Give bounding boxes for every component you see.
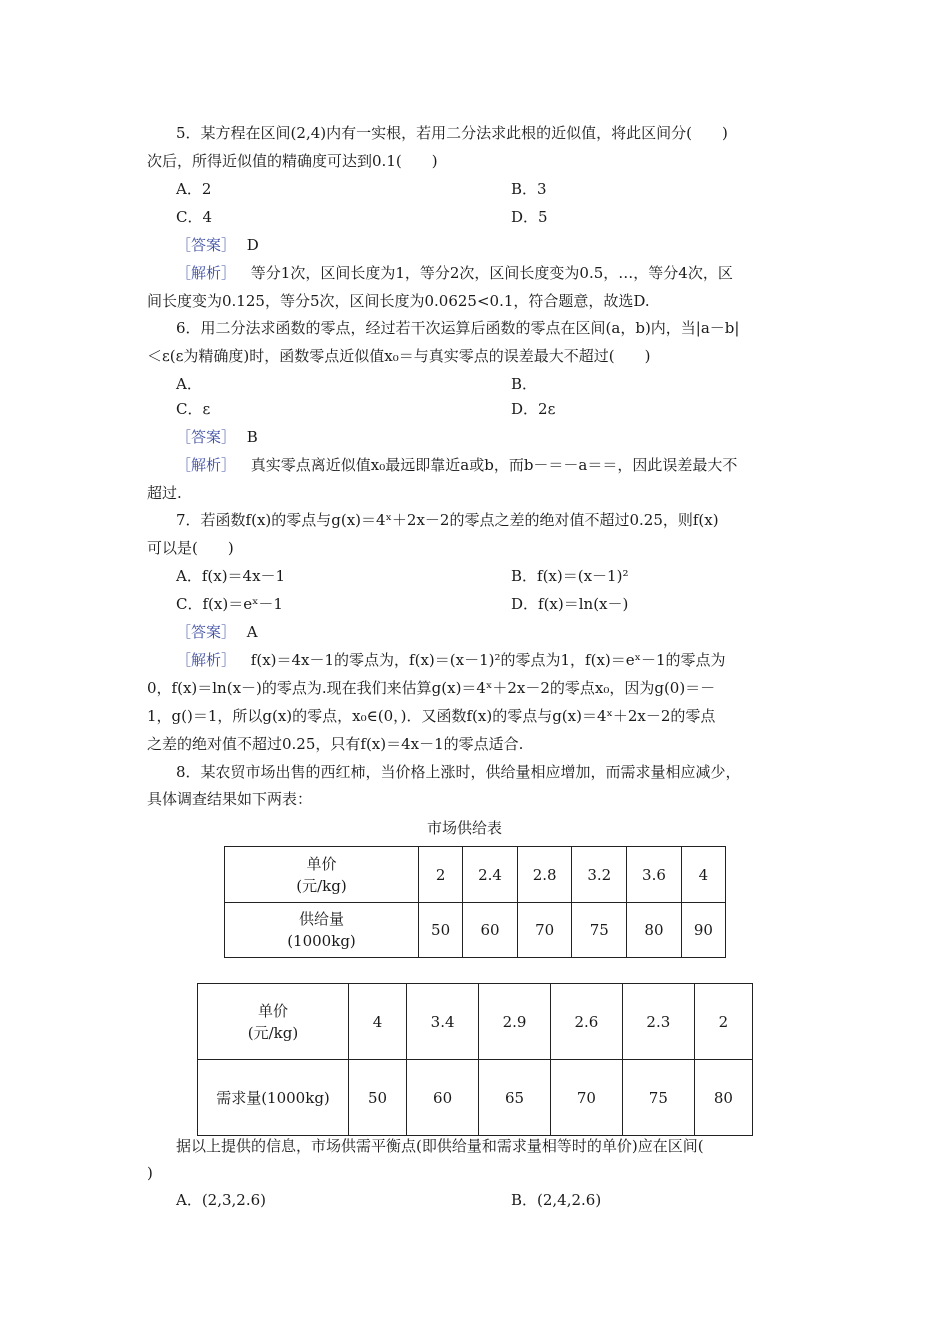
header-line: (元/kg) [296,876,347,895]
answer-label: ［答案］ [176,236,237,254]
header-line: 单价 [306,854,337,873]
header-line: (1000kg) [287,932,356,950]
table-row [198,1060,753,1136]
q5-line2: 次后，所得近似值的精确度可达到0.1( ) [147,152,438,170]
table-cell: 90 [681,903,725,958]
q8-line3: 据以上提供的信息，市场供需平衡点(即供给量和需求量相等时的单价)应在区间( [176,1137,704,1155]
q8-line4: ) [147,1164,153,1182]
q6-answer [176,427,258,447]
q6-explanation-line2: 超过. [147,484,182,502]
table-header-cell [225,847,419,903]
table-cell: 3.2 [572,847,627,903]
q6-line1: 6．用二分法求函数的零点，经过若干次运算后函数的零点在区间(a，b)内，当|a－b| [176,319,740,337]
q7-answer [176,622,258,642]
q7-option-c: C．f(x)＝eˣ－1 [176,595,283,613]
answer-label: ［答案］ [176,428,237,446]
q6-option-b: B． [511,375,538,393]
table-cell: 2.4 [463,847,518,903]
header-line: (元/kg) [247,1023,299,1042]
table-cell: 65 [479,1060,551,1136]
table-cell: 2 [419,847,463,903]
explanation-text: 等分1次，区间长度为1，等分2次，区间长度变为0.5，…，等分4次，区 [250,264,733,282]
table-cell: 75 [622,1060,694,1136]
q5-option-b: B．3 [511,180,547,198]
q5-option-d: D．5 [511,208,548,226]
q7-option-d: D．f(x)＝ln(x－) [511,595,629,613]
answer-value: D [246,236,259,254]
q6-option-a: A． [176,375,202,393]
table-cell: 2 [694,984,752,1060]
table-cell: 50 [349,1060,407,1136]
table-cell: 2.6 [550,984,622,1060]
table-cell: 4 [681,847,725,903]
q7-line1: 7．若函数f(x)的零点与g(x)＝4ˣ＋2x－2的零点之差的绝对值不超过0.25，则f(x) [176,511,719,529]
q5-option-a: A．2 [176,180,212,198]
table-cell: 60 [407,1060,479,1136]
table-cell: 70 [517,903,572,958]
table-cell: 60 [463,903,518,958]
table-cell: 75 [572,903,627,958]
table-header-cell: 需求量(1000kg) [198,1060,349,1136]
q7-option-a: A．f(x)＝4x－1 [176,567,286,585]
q8-option-a: A．(2,3,2.6) [176,1191,267,1209]
table-header-cell [225,903,419,958]
q6-option-d: D．2ε [511,400,556,418]
answer-value: A [246,623,258,641]
table-cell: 2.3 [622,984,694,1060]
q7-explanation-line4: 之差的绝对值不超过0.25，只有f(x)＝4x－1的零点适合. [147,735,524,753]
table-cell: 80 [694,1060,752,1136]
q6-line2: ＜ε(ε为精确度)时，函数零点近似值x₀＝与真实零点的误差最大不超过( ) [147,347,651,365]
table-cell: 2.9 [479,984,551,1060]
demand-table [197,983,753,1136]
q8-option-b: B．(2,4,2.6) [511,1191,602,1209]
q7-explanation-line1 [176,650,726,670]
table1-title: 市场供给表 [427,819,503,837]
explanation-text: f(x)＝4x－1的零点为，f(x)＝(x－1)²的零点为1，f(x)＝eˣ－1的零点为 [250,651,726,669]
table-cell: 4 [349,984,407,1060]
table-cell: 70 [550,1060,622,1136]
explanation-label: ［解析］ [176,264,237,282]
header-line: 单价 [257,1001,288,1020]
answer-label: ［答案］ [176,623,237,641]
table-cell: 3.6 [627,847,682,903]
q8-line2: 具体调查结果如下两表： [147,790,313,808]
q5-explanation-line2: 间长度变为0.125，等分5次，区间长度为0.0625<0.1，符合题意，故选D. [147,292,650,310]
q5-answer [176,235,259,255]
q5-option-c: C．4 [176,208,213,226]
explanation-label: ［解析］ [176,456,237,474]
header-line: 供给量 [298,910,344,928]
table-header-cell [198,984,349,1060]
q6-option-c: C．ε [176,400,211,418]
table-cell: 80 [627,903,682,958]
table-row [225,847,726,903]
table-cell: 2.8 [517,847,572,903]
table-cell: 50 [419,903,463,958]
q7-explanation-line2: 0，f(x)＝ln(x－)的零点为.现在我们来估算g(x)＝4ˣ＋2x－2的零点x₀，因为g(0)＝－ [147,679,716,697]
q7-line2: 可以是( ) [147,539,234,557]
q7-option-b: B．f(x)＝(x－1)² [511,567,629,585]
q7-explanation-line3: 1，g()＝1，所以g(x)的零点，x₀∈(0，)．又函数f(x)的零点与g(x)＝4ˣ＋2x－2的零点 [147,707,716,725]
answer-value: B [246,428,258,446]
q6-explanation-line1 [176,455,737,475]
q8-line1: 8．某农贸市场出售的西红柿，当价格上涨时，供给量相应增加，而需求量相应减少， [176,763,741,781]
explanation-label: ［解析］ [176,651,237,669]
table-row [198,984,753,1060]
q5-explanation-line1 [176,263,733,283]
supply-table [224,846,726,958]
q5-line1: 5．某方程在区间(2,4)内有一实根，若用二分法求此根的近似值，将此区间分( ) [176,124,728,142]
explanation-text: 真实零点离近似值x₀最远即靠近a或b，而b－＝－a＝＝，因此误差最大不 [250,456,738,474]
table-row [225,903,726,958]
table-cell: 3.4 [407,984,479,1060]
